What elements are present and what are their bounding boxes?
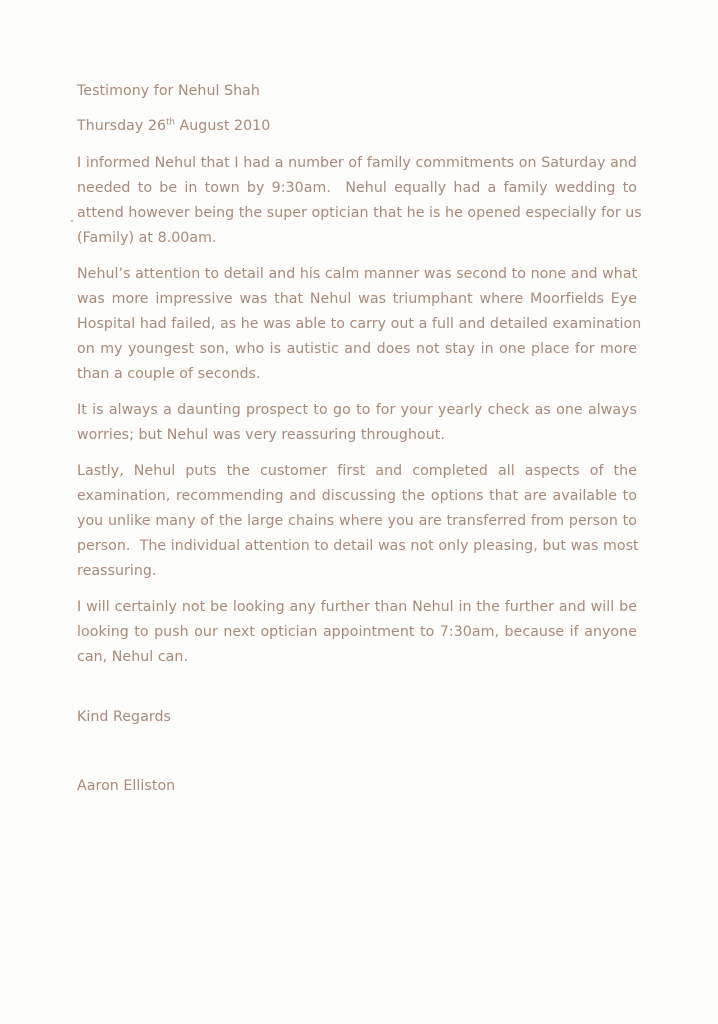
- paragraph-line: was more impressive was that Nehul was triumphant where Moorfields Eye: [77, 291, 637, 307]
- scan-speck: [71, 220, 73, 222]
- paragraph-line: needed to be in town by 9:30am. Nehul equally had a family wedding to: [77, 180, 637, 196]
- paragraph-1: [77, 151, 642, 251]
- paragraph-3: [77, 398, 637, 448]
- paragraph-line: you unlike many of the large chains where you are transferred from person to: [77, 513, 637, 529]
- paragraph-line: (Family) at 8.00am.: [77, 230, 217, 246]
- paragraph-line: I informed Nehul that I had a number of family commitments on Saturday and: [77, 155, 637, 171]
- paragraph-line: Hospital had failed, as he was able to carry out a full and detailed examination: [77, 316, 642, 332]
- paragraph-4: [77, 459, 637, 584]
- paragraph-line: Nehul’s attention to detail and his calm manner was second to none and what: [77, 266, 638, 282]
- paragraph-line: I will certainly not be looking any further than Nehul in the further and will be: [77, 599, 637, 615]
- paragraph-line: examination, recommending and discussing the options that are available to: [77, 488, 637, 504]
- paragraph-line: person. The individual attention to detail was not only pleasing, but was most: [77, 538, 639, 554]
- paragraph-line: Lastly, Nehul puts the customer first and completed all aspects of the: [77, 463, 637, 479]
- paragraph-line: looking to push our next optician appointment to 7:30am, because if anyone: [77, 624, 637, 640]
- paragraph-line: reassuring.: [77, 563, 157, 579]
- paragraph-line: attend however being the super optician that he is he opened especially for us: [77, 205, 642, 221]
- paragraph-5: [77, 595, 637, 670]
- paragraph-line: can, Nehul can.: [77, 649, 189, 665]
- letter-title: Testimony for Nehul Shah: [77, 83, 260, 99]
- paragraph-line: on my youngest son, who is autistic and does not stay in one place for more: [77, 341, 637, 357]
- letter-body: [77, 79, 642, 799]
- letter-date: [77, 114, 637, 139]
- paragraph-line: than a couple of seconds.: [77, 366, 261, 382]
- letter-signature-name: Aaron Elliston: [77, 778, 176, 794]
- date-ordinal-suffix: th: [166, 117, 175, 128]
- paragraph-2: [77, 262, 642, 387]
- date-month-year: August 2010: [174, 118, 271, 134]
- letter-closing: Kind Regards: [77, 709, 171, 725]
- date-day: Thursday 26: [77, 118, 167, 134]
- paragraph-line: It is always a daunting prospect to go to for your yearly check as one always: [77, 402, 637, 418]
- paragraph-line: worries; but Nehul was very reassuring throughout.: [77, 427, 445, 443]
